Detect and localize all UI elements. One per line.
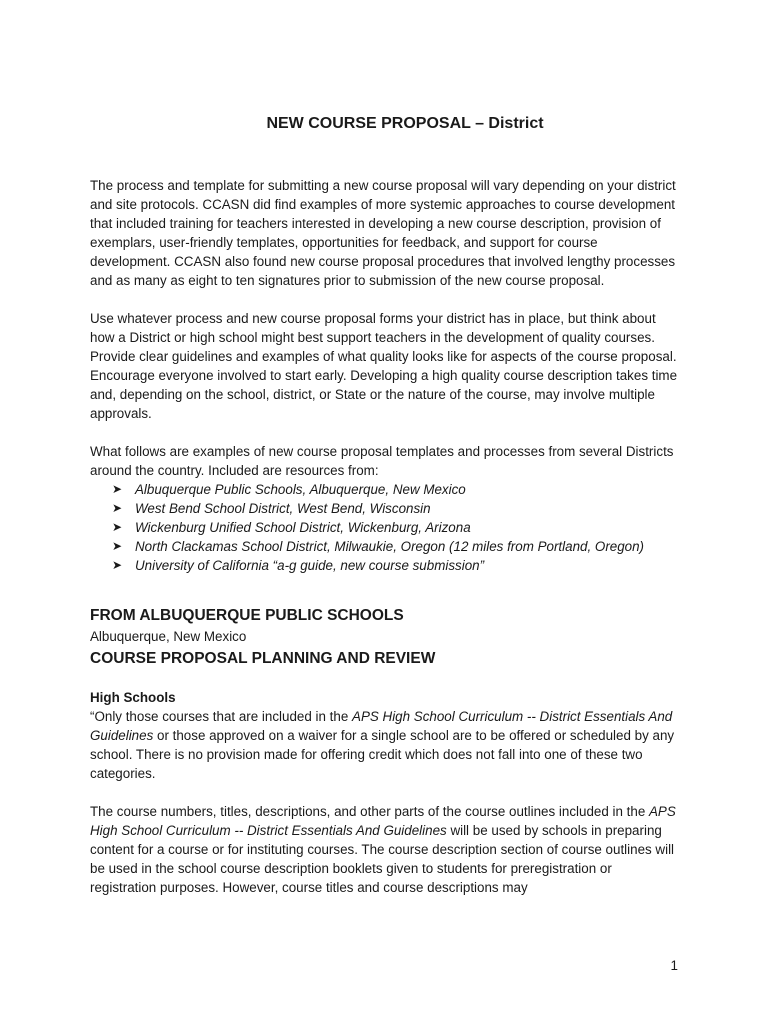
resource-list	[90, 480, 680, 575]
intro-paragraph-2: Use whatever process and new course proposal forms your district has in place, but think about how a District or high school might best support teachers in the development of quality courses. Provide clear guidelines and examples of what quality looks like for aspects of the course proposal. Encourage everyone involved to start early. Developing a high quality course description takes time and, depending on the school, district, or State or the nature of the course, may involve multiple approvals.	[90, 311, 678, 421]
high-schools-paragraph-2: The course numbers, titles, descriptions, and other parts of the course outlines included in the APS High School Curriculum -- District Essentials And Guidelines will be used by schools in preparing content for a course or for instituting courses. The course description section of course outlines will be used in the school course description booklets given to students for preregistration or registration purposes. However, course titles and course descriptions may	[90, 804, 676, 895]
list-item: ➤ North Clackamas School District, Milwaukie, Oregon (12 miles from Portland, Oregon)	[112, 539, 645, 554]
section-location: Albuquerque, New Mexico	[90, 629, 247, 644]
list-item: ➤ West Bend School District, West Bend, Wisconsin	[112, 501, 431, 516]
intro-paragraph-1: The process and template for submitting a new course proposal will vary depending on your district and site protocols. CCASN did find examples of more systemic approaches to course development that included training for teachers interested in developing a new course description, provision of exemplars, user-friendly templates, opportunities for feedback, and support for course development. CCASN also found new course proposal procedures that involved lengthy processes and as many as eight to ten signatures prior to submission of the new course proposal.	[90, 178, 676, 288]
list-item: ➤ Albuquerque Public Schools, Albuquerque, New Mexico	[112, 482, 466, 497]
arrow-bullet-icon: ➤	[112, 558, 123, 572]
high-schools-heading: High Schools	[90, 690, 176, 705]
list-item: ➤ Wickenburg Unified School District, Wickenburg, Arizona	[112, 520, 471, 535]
list-item: ➤ University of California “a-g guide, new course submission”	[112, 558, 485, 573]
intro-paragraph-3: What follows are examples of new course proposal templates and processes from several Districts around the country. Included are resources from:	[90, 444, 674, 478]
page-title: NEW COURSE PROPOSAL – District	[266, 115, 544, 132]
arrow-bullet-icon: ➤	[112, 501, 123, 515]
high-schools-paragraph-1: “Only those courses that are included in the APS High School Curriculum -- District Essentials And Guidelines or those approved on a waiver for a single school are to be offered or scheduled by any school. There is no provision made for offering credit which does not fall into one of these two categories.	[90, 709, 675, 781]
page-content	[90, 112, 680, 897]
section-subheading: COURSE PROPOSAL PLANNING AND REVIEW	[90, 650, 436, 667]
page-number: 1	[670, 958, 678, 973]
arrow-bullet-icon: ➤	[112, 539, 123, 553]
arrow-bullet-icon: ➤	[112, 520, 123, 534]
arrow-bullet-icon: ➤	[112, 482, 123, 496]
section-heading: FROM ALBUQUERQUE PUBLIC SCHOOLS	[90, 607, 404, 624]
